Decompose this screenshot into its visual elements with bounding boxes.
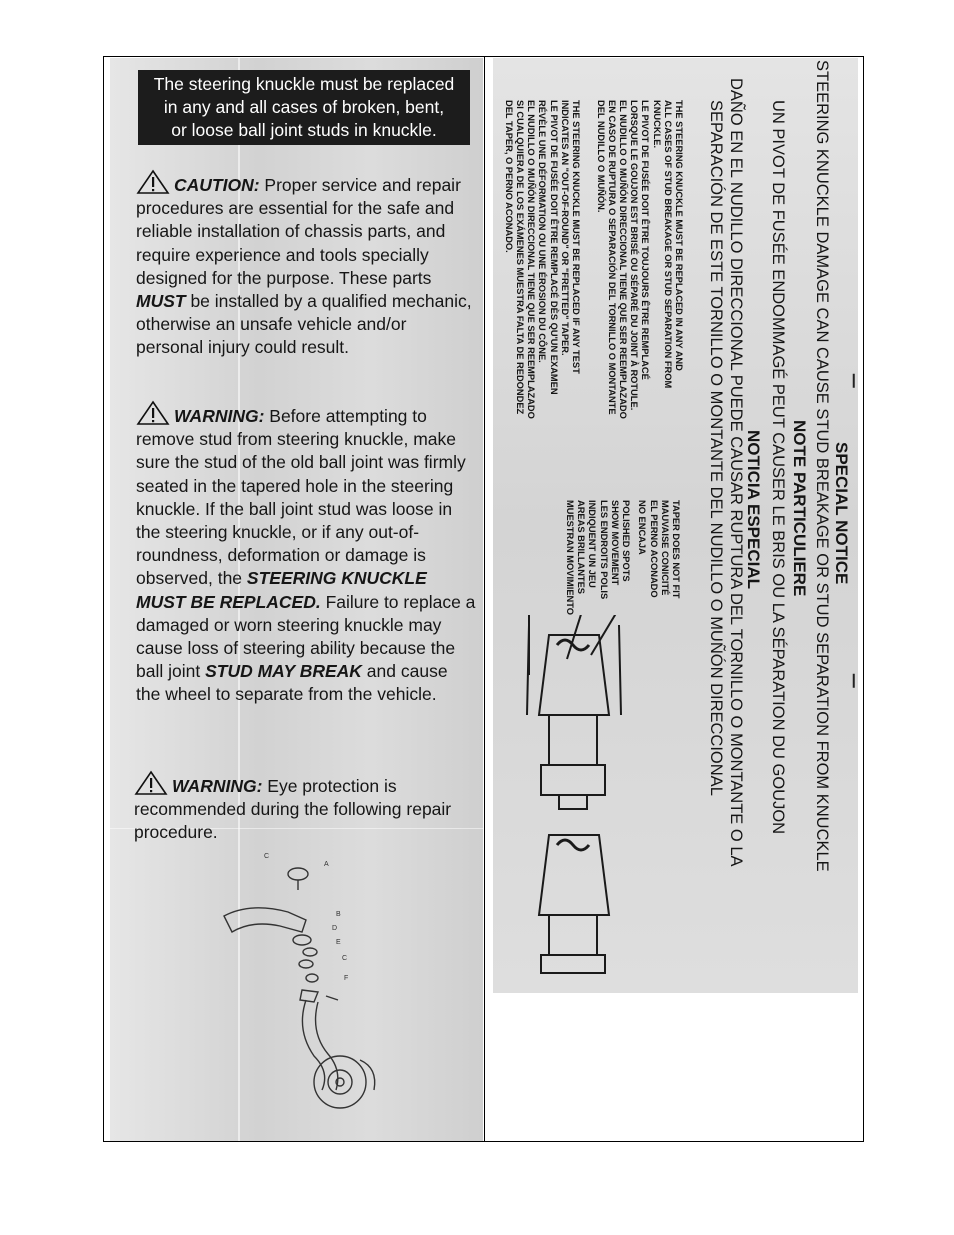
replacement-banner: [138, 70, 470, 145]
paragraph-line: EL NUDILLO O MUÑÓN DIRECCIONAL TIENE QUE SER REEMPLAZADO: [526, 100, 537, 419]
warning-label: WARNING:: [174, 406, 265, 426]
notice-paragraph-1: [594, 100, 684, 419]
diagram-label: D: [332, 925, 338, 932]
warning-text: and cause the wheel to separate from the vehicle.: [136, 661, 448, 705]
steering-knuckle-exploded-diagram: [210, 850, 400, 1120]
special-notice-title-es: NOTICIA ESPECIAL: [744, 430, 763, 589]
callout-line: SHOW MOVEMENT: [609, 500, 620, 586]
callout-line: NO ENCAJA: [637, 500, 648, 555]
paragraph-line: DEL TAPER, O PERNO ACONADO.: [503, 100, 514, 253]
callout-line: EL PERNO ACONADO: [648, 500, 659, 598]
callout-line: MAUVAISE CONICITÉ: [659, 500, 670, 596]
banner-line: The steering knuckle must be replaced: [153, 74, 455, 94]
fold-mark: [853, 374, 855, 388]
caution-paragraph: [136, 169, 476, 360]
warning-label: WARNING:: [172, 776, 263, 796]
paragraph-line: ALL CASES OF STUD BREAKAGE OR STUD SEPARATION FROM: [662, 100, 673, 389]
warning-text: Eye protection is recommended during the following repair procedure.: [134, 776, 452, 843]
banner-line: or loose ball joint studs in knuckle.: [171, 120, 437, 140]
diagram-label: B: [336, 911, 341, 918]
caution-text: Proper service and repair procedures are essential for the safe and reliable installation of chassis parts, and require experience and tools specially designed for the purpose. These parts: [136, 175, 461, 288]
paragraph-line: INDICATES AN "OUT-OF-ROUND" OR "FRETTED" TAPER.: [559, 100, 570, 356]
paragraph-line: LE PIVOT DE FUSÉE DOIT ÊTRE TOUJOURS ÊTRE REMPLACÉ: [640, 100, 651, 380]
diagram-label: F: [344, 975, 349, 982]
paragraph-line: THE STEERING KNUCKLE MUST BE REPLACED IN ANY AND: [674, 100, 684, 371]
special-notice-title-fr: NOTE PARTICULIERE: [790, 420, 809, 597]
callout-line: MUESTRAN MOVIMIENTO: [564, 500, 575, 616]
callout-line: INDIQUENT UN JEU: [587, 500, 598, 588]
caution-label: CAUTION:: [174, 175, 260, 195]
paragraph-line: EN CASO DE RUPTURA O SEPARACIÓN DEL TORNILLO O MONTANTE: [606, 100, 617, 415]
notice-paragraph-2: [503, 100, 581, 419]
warning-triangle-icon: [134, 770, 168, 796]
paragraph-line: LORSQUE LE GOUJON EST BRISÉ OU SÉPARÉ DU JOINT À ROTULE.: [629, 100, 640, 411]
paragraph-line: DEL NUDILLO O MUÑÓN.: [595, 100, 606, 213]
warning-paragraph-1: [136, 400, 476, 707]
diagram-label: E: [336, 939, 341, 946]
paragraph-line: EL NUDILLO O MUÑÓN DIRECCIONAL TIENE QUE SER REEMPLAZADO: [617, 100, 628, 419]
warning-text: Before attempting to remove stud from steering knuckle, make sure the stud of the old ball joint was firmly seated in the tapered hole in the steering knuckle. If the ball joint stud was loose in the steering knuckle, or if any out-of-roundness, deformation or damage is observed, the: [136, 406, 466, 589]
callout-taper: [636, 500, 681, 598]
warning-triangle-icon: [136, 400, 170, 426]
banner-line: in any and all cases of broken, bent,: [163, 97, 445, 117]
paragraph-line: THE STEERING KNUCKLE MUST BE REPLACED IF ANY TEST: [571, 100, 581, 374]
fold-mark: [853, 674, 855, 688]
warning-paragraph-2: [134, 770, 474, 845]
warning-emphasis: STUD MAY BREAK: [205, 661, 362, 682]
notice-line-en: STEERING KNUCKLE DAMAGE CAN CAUSE STUD BREAKAGE OR STUD SEPARATION FROM KNUCKLE: [813, 60, 831, 872]
callout-polished-spots: [564, 500, 631, 615]
notice-line-fr: UN PIVOT DE FUSÉE ENDOMMAGÉ PEUT CAUSER LE BRIS OU LA SÉPARATION DU GOUJON: [769, 100, 787, 835]
diagram-label: C: [264, 853, 270, 860]
callout-line: TAPER DOES NOT FIT: [671, 500, 681, 599]
paragraph-line: SI CUALQUIERA DE LOS EXÁMENES MUESTRA FALTA DE REDONDEZ: [514, 100, 525, 415]
caution-emphasis: MUST: [136, 291, 186, 312]
paragraph-line: KNUCKLE.: [651, 100, 662, 149]
callout-line: POLISHED SPOTS: [621, 500, 631, 582]
warning-emphasis: STEERING KNUCKLE MUST BE REPLACED.: [136, 568, 427, 612]
paragraph-line: RÉVÈLE UNE DÉFORMATION OU UNE ÉROSION DU CÔNE.: [537, 100, 548, 363]
notice-line-es: SEPARACIÓN DE ESTE TORNILLO O MONTANTE DEL NUDILLO O MUÑÓN DIRECCIONAL: [707, 100, 725, 796]
callout-line: LES ENDROITS POLIS: [598, 500, 609, 600]
callout-line: AREAS BRILLANTES: [576, 500, 587, 595]
paragraph-line: LE PIVOT DE FUSÉE DOIT ÊTRE REMPLACÉ DÈS QU'UN EXAMEN: [548, 100, 559, 395]
caution-text: be installed by a qualified mechanic, otherwise an unsafe vehicle and/or personal injury could result.: [136, 291, 472, 358]
diagram-label: A: [324, 861, 329, 868]
column-divider: [484, 56, 485, 1142]
notice-line-es: DAÑO EN EL NUDILLO DIRECCIONAL PUEDE CAUSAR RUPTURA DEL TORNILLO O MONTANTE O LA: [727, 78, 745, 867]
special-notice-title: SPECIAL NOTICE: [832, 442, 851, 585]
warning-triangle-icon: [136, 169, 170, 195]
warning-text: Failure to replace a damaged or worn steering knuckle may cause loss of steering ability because the ball joint: [136, 591, 476, 682]
taper-stud-illustration: [499, 615, 679, 975]
diagram-label: C: [342, 955, 348, 962]
